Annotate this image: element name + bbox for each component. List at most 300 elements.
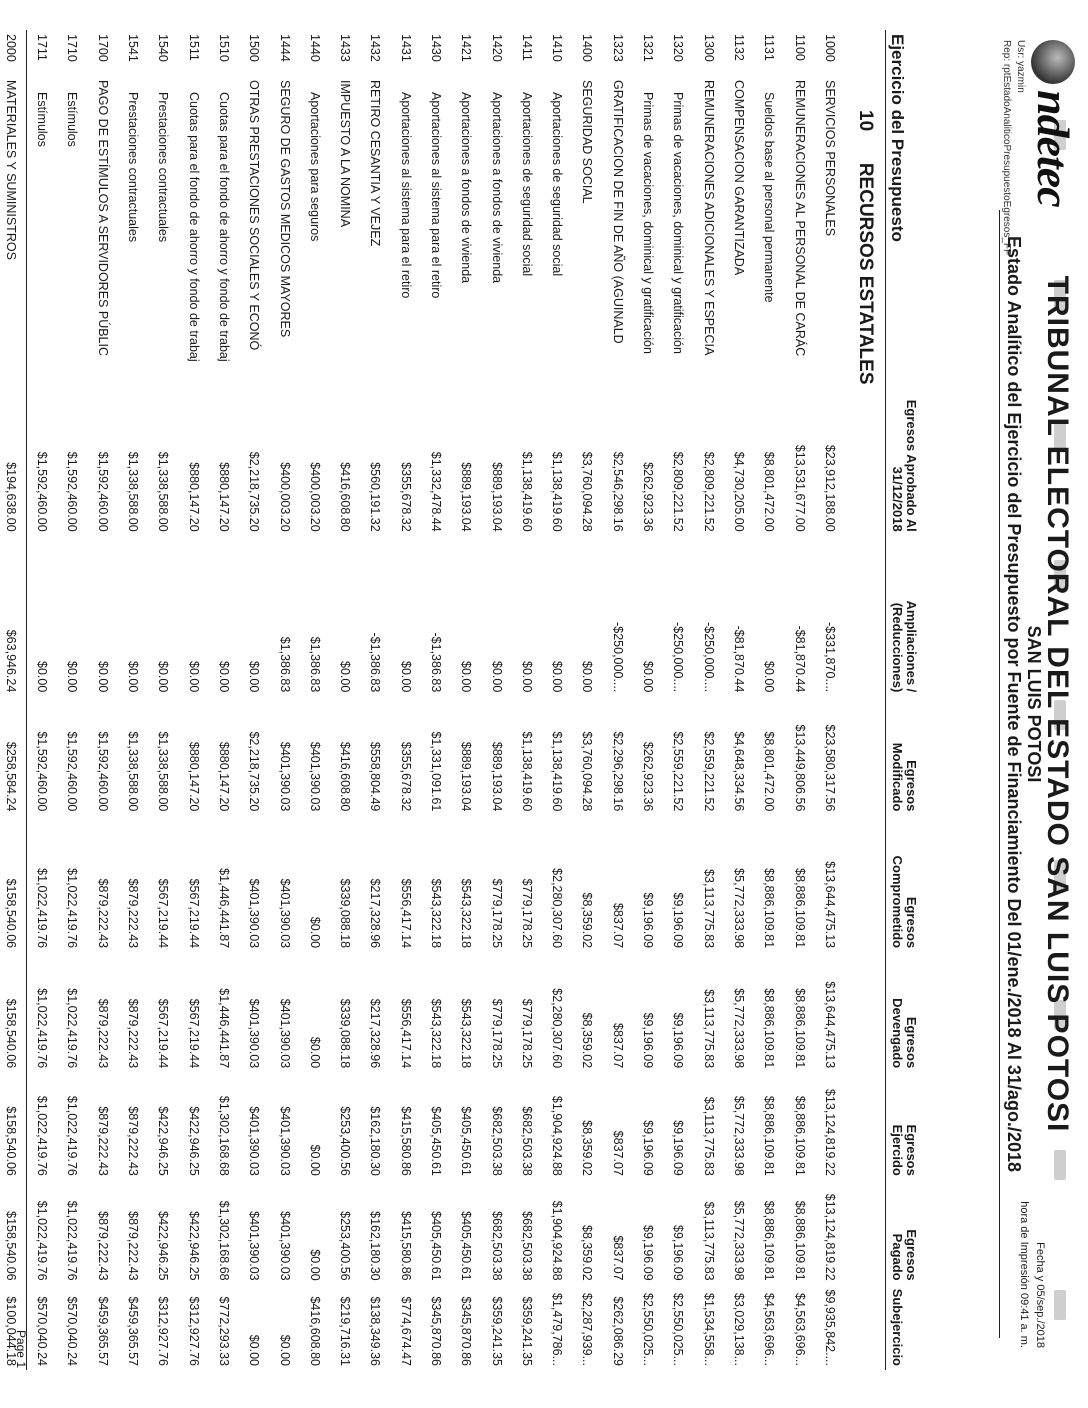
cell-approved: $13,531,677.00 (792, 444, 807, 532)
cell-adj: $0.00 (489, 661, 504, 693)
cell-concept: Prestaciones contractuales (156, 92, 171, 243)
print-time (1018, 1201, 1030, 1348)
cell-adj: $0.00 (216, 661, 231, 693)
cell-modified: $401,390.03 (277, 741, 292, 812)
table-row (694, 30, 724, 1370)
report-title: TRIBUNAL ELECTORAL DEL ESTADO SAN LUIS POTOSI (1041, 275, 1074, 1133)
cell-approved: $400,003.20 (307, 462, 322, 532)
cell-exercised: $401,390.03 (277, 1106, 292, 1176)
cell-exercised: $253,400.56 (338, 1106, 353, 1176)
table-row (178, 30, 208, 1370)
cell-concept: Sueldos base al personal permanente (762, 92, 777, 303)
table-row (603, 30, 633, 1370)
table-row (421, 30, 451, 1370)
cell-concept: Aportaciones al sistema para el retiro (398, 92, 413, 299)
cell-code: 1000 (822, 34, 837, 62)
cell-committed: $2,280,307.60 (550, 868, 565, 949)
cell-accrued: $158,540.06 (0, 952, 26, 1072)
section-heading (845, 30, 886, 1370)
cell-modified: $880,147.20 (186, 741, 201, 812)
cell-approved: $1,592,460.00 (26, 366, 57, 536)
cell-sub: $345,870.86 (459, 1296, 474, 1366)
table-row (118, 30, 148, 1370)
cell-committed: $401,390.03 (247, 878, 262, 949)
table-row (300, 30, 330, 1370)
cell-code: 1131 (762, 34, 777, 61)
page-number: Page 1 (14, 1329, 28, 1368)
cell-approved: $3,760,094.28 (580, 451, 595, 532)
cell-modified: $4,648,334.56 (731, 731, 746, 812)
cell-accrued: $1,022,419.76 (26, 952, 57, 1072)
print-time-value: 09:41 a. m. (1018, 1292, 1030, 1348)
cell-adj: -$250,000.... (671, 622, 686, 693)
cell-sub: $0.00 (247, 1334, 262, 1366)
cell-accrued: $879,222.43 (95, 998, 110, 1069)
cell-code: 1432 (368, 34, 383, 62)
cell-exercised: $1,022,419.76 (26, 1072, 57, 1180)
cell-adj: -$1,386.83 (429, 632, 443, 693)
cell-sub: $570,040.24 (26, 1285, 57, 1370)
print-date-label: Fecha y (1034, 1242, 1046, 1282)
table-row (724, 30, 754, 1370)
table-body (0, 30, 845, 1370)
cell-sub: $459,365.57 (95, 1296, 110, 1366)
cell-sub: $772,293.33 (216, 1296, 231, 1366)
cell-paid: $5,772,333.98 (731, 1200, 746, 1281)
cell-code: 1321 (641, 34, 656, 62)
cell-committed: $1,446,441.87 (216, 868, 231, 949)
cell-paid: $415,580.86 (398, 1211, 413, 1281)
cell-sub: $2,287,939... (580, 1293, 595, 1366)
cell-exercised: $1,302,168.68 (216, 1095, 231, 1176)
cell-approved: $1,138,419.60 (550, 451, 565, 532)
cell-adj: $0.00 (762, 661, 777, 693)
cell-committed: $556,417.14 (398, 878, 413, 949)
cell-modified: $2,296,298.16 (610, 731, 625, 812)
report-name: Rep: rptEstadoAnaliticoPresupuestoEgresos_FF (1001, 40, 1012, 256)
cell-sub: $2,550,025... (671, 1293, 686, 1366)
cell-paid: $1,302,168.68 (216, 1200, 231, 1281)
cell-code: 1500 (247, 34, 262, 62)
cell-committed: $567,219.44 (186, 878, 201, 949)
print-date-value: 05/sep./2018 (1034, 1284, 1046, 1348)
cell-adj: $0.00 (580, 661, 595, 693)
cell-committed: $0.00 (307, 916, 322, 949)
cell-adj: $1,386.83 (277, 636, 292, 693)
cell-exercised: $9,196.09 (641, 1120, 656, 1176)
cell-committed: $8,886,109.81 (762, 868, 777, 949)
cell-exercised: $422,946.25 (156, 1106, 171, 1176)
cell-approved: $2,218,735.20 (247, 451, 262, 532)
cell-committed: $9,196.09 (641, 892, 656, 949)
cell-concept: GRATIFICACION DE FIN DE AÑO (AGUINALD (610, 80, 625, 344)
cell-adj: $0.00 (459, 661, 474, 693)
cell-concept: REMUNERACIONES ADICIONALES Y ESPECIA (701, 80, 716, 356)
table-row (512, 30, 542, 1370)
cell-exercised: $0.00 (307, 1144, 322, 1176)
table-row (542, 30, 572, 1370)
cell-paid: $682,503.38 (519, 1211, 534, 1281)
cell-adj: -$1,386.83 (368, 632, 383, 693)
cell-sub: $3,029,138... (731, 1293, 746, 1366)
cell-modified: $23,580,317.56 (822, 724, 837, 812)
cell-exercised: $837.07 (610, 1130, 625, 1176)
cell-adj: $0.00 (126, 661, 141, 693)
table-row (269, 30, 299, 1370)
cell-exercised: $405,450.61 (429, 1106, 443, 1176)
cell-exercised: $3,113,775.83 (701, 1096, 716, 1176)
cell-paid: $9,196.09 (671, 1225, 686, 1281)
header-rule (999, 210, 1000, 1338)
cell-modified: $880,147.20 (216, 741, 231, 812)
cell-sub: $4,563,696... (792, 1293, 807, 1366)
cell-paid: $162,180.30 (368, 1211, 383, 1281)
cell-modified: $1,138,419.60 (519, 731, 534, 812)
cell-accrued: $543,322.18 (429, 998, 443, 1069)
cell-sub: $570,040.24 (65, 1296, 80, 1366)
cell-accrued: $567,219.44 (186, 998, 201, 1069)
cell-modified: $8,801,472.00 (762, 731, 777, 812)
cell-paid: $422,946.25 (156, 1211, 171, 1281)
cell-sub: $262,086.29 (610, 1296, 625, 1366)
table-row (209, 30, 239, 1370)
col-adjustments: Ampliaciones / (Reducciones) (890, 600, 919, 693)
cell-modified: $889,193.04 (459, 741, 474, 812)
cell-committed: $1,022,419.76 (65, 868, 80, 949)
cell-accrued: $8,886,109.81 (792, 988, 807, 1069)
cell-adj: $0.00 (156, 661, 171, 693)
cell-concept: SEGURO DE GASTOS MEDICOS MAYORES (277, 80, 292, 338)
cell-accrued: $837.07 (610, 1023, 625, 1069)
cell-accrued: $1,446,441.87 (216, 988, 231, 1069)
cell-adj: -$81,870.44 (731, 625, 746, 693)
cell-paid: $405,450.61 (459, 1211, 474, 1281)
cell-sub: $100,044.18 (0, 1285, 26, 1370)
cell-committed: $9,196.09 (671, 892, 686, 949)
cell-concept: PAGO DE ESTÍMULOS A SERVIDORES PÚBLIC (95, 80, 110, 357)
cell-committed: $1,022,419.76 (26, 815, 57, 952)
cell-approved: $416,608.80 (338, 462, 353, 532)
cell-accrued: $1,022,419.76 (65, 988, 80, 1069)
cell-approved: $560,191.32 (368, 462, 383, 532)
cell-approved: $2,809,221.52 (701, 451, 716, 532)
cell-sub: $2,550,025... (641, 1293, 656, 1366)
table-row (239, 30, 269, 1370)
cell-approved: $880,147.20 (216, 462, 231, 532)
cell-paid: $422,946.25 (186, 1211, 201, 1281)
table-row (0, 30, 26, 1370)
cell-approved: $889,193.04 (489, 462, 504, 532)
cell-adj: -$250,000.... (701, 622, 716, 693)
cell-sub: $359,241.35 (489, 1296, 504, 1366)
cell-paid: $9,196.09 (641, 1225, 656, 1281)
cell-concept: Aportaciones a fondos de vivienda (489, 92, 504, 284)
cell-approved: $889,193.04 (459, 462, 474, 532)
col-exercise: Ejercicio del Presupuesto (888, 34, 907, 242)
cell-exercised: $1,022,419.76 (65, 1095, 80, 1176)
cell-approved: $262,923.36 (641, 462, 656, 532)
col-committed: Egresos Comprometido (890, 855, 919, 949)
cell-modified: $1,138,419.60 (550, 731, 565, 812)
table-row (451, 30, 481, 1370)
cell-concept: Primas de vacaciones, dominical y gratificación (641, 92, 656, 354)
table-row (330, 30, 360, 1370)
cell-concept: Prestaciones contractuales (126, 92, 141, 243)
table-row (88, 30, 118, 1370)
cell-code: 2000 (0, 30, 26, 76)
cell-sub: $416,608.80 (307, 1296, 322, 1366)
cell-concept: IMPUESTO A LA NOMINA (338, 80, 353, 228)
cell-accrued: $217,328.96 (368, 998, 383, 1069)
cell-sub: $1,479,786... (550, 1293, 565, 1366)
cell-committed: $779,178.25 (489, 878, 504, 949)
table-row (784, 30, 814, 1370)
cell-paid: $837.07 (610, 1235, 625, 1281)
cell-modified: $1,592,460.00 (26, 696, 57, 815)
cell-accrued: $779,178.25 (519, 998, 534, 1069)
cell-code: 1431 (398, 34, 413, 62)
report-statement: Estado Analítico del Ejercicio del Presupuesto por Fuente de Financiamiento Del 01/ene./2018 Al 31/ago./2018 (1004, 236, 1024, 1172)
cell-modified: $262,923.36 (641, 741, 656, 812)
cell-committed: $837.07 (610, 902, 625, 949)
cell-committed: $339,088.18 (338, 878, 353, 949)
cell-committed: $543,322.18 (459, 878, 474, 949)
cell-exercised: $8,886,109.81 (762, 1095, 777, 1176)
cell-concept: RETIRO CESANTIA Y VEJEZ (368, 80, 383, 247)
cell-modified: $3,760,094.28 (580, 731, 595, 812)
cell-modified: $1,592,460.00 (95, 731, 110, 812)
cell-sub: $359,241.35 (519, 1296, 534, 1366)
user-label: Usr: yazmin (1015, 40, 1026, 93)
cell-modified: $2,218,735.20 (247, 731, 262, 812)
cell-committed: $8,886,109.81 (792, 868, 807, 949)
cell-exercised: $9,196.09 (671, 1120, 686, 1176)
table-row (57, 30, 87, 1370)
cell-concept: MATERIALES Y SUMINISTROS (0, 76, 26, 366)
cell-paid: $13,124,819.22 (822, 1193, 837, 1281)
cell-adj: -$81,870.44 (792, 625, 807, 693)
cell-paid: $401,390.03 (277, 1211, 292, 1281)
cell-code: 1433 (338, 34, 353, 62)
cell-modified: $1,592,460.00 (65, 731, 80, 812)
cell-modified: $2,559,221.52 (671, 731, 686, 812)
cell-paid: $879,222.43 (126, 1211, 141, 1281)
cell-modified: $2,559,221.52 (701, 731, 716, 812)
cell-exercised: $8,359.02 (580, 1120, 595, 1176)
col-modified: Egresos Modificado (890, 742, 919, 812)
cell-concept: Cuotas para el fondo de ahorro y fondo de trabaj (216, 92, 231, 362)
cell-adj: -$250,000.... (610, 622, 625, 693)
cell-adj: $0.00 (519, 661, 534, 693)
cell-code: 1510 (216, 34, 231, 62)
cell-adj: $0.00 (247, 661, 262, 693)
cell-paid: $879,222.43 (95, 1211, 110, 1281)
cell-committed: $543,322.18 (429, 878, 443, 949)
cell-concept: Estímulos (65, 92, 80, 147)
cell-modified: $1,338,588.00 (126, 731, 141, 812)
col-approved: Egresos Aprobado Al 31/12/2018 (890, 399, 919, 532)
cell-paid: $405,450.61 (429, 1211, 443, 1281)
budget-table (0, 30, 918, 1370)
table-row (391, 30, 421, 1370)
cell-code: 1410 (550, 34, 565, 62)
cell-approved: $1,332,478.44 (429, 451, 443, 532)
cell-concept: SEGURIDAD SOCIAL (580, 80, 595, 204)
section-name: RECURSOS ESTATALES (855, 162, 876, 385)
cell-paid: $8,886,109.81 (762, 1200, 777, 1281)
cell-accrued: $9,196.09 (641, 1012, 656, 1069)
cell-paid: $1,022,419.76 (65, 1200, 80, 1281)
cell-code: 1421 (459, 34, 474, 62)
cell-sub: $138,349.36 (368, 1296, 383, 1366)
cell-code: 1400 (580, 34, 595, 62)
cell-concept: Aportaciones de seguridad social (519, 92, 534, 277)
cell-approved: $355,678.32 (398, 462, 413, 532)
table-row (754, 30, 784, 1370)
table-row (26, 30, 57, 1370)
cell-exercised: $682,503.38 (489, 1106, 504, 1176)
cell-sub: $0.00 (277, 1334, 292, 1366)
cell-paid: $253,400.56 (338, 1211, 353, 1281)
cell-modified: $355,678.32 (398, 741, 413, 812)
cell-code: 1430 (429, 34, 443, 62)
cell-committed: $8,359.02 (580, 892, 595, 949)
cell-code: 1444 (277, 34, 292, 62)
cell-accrued: $556,417.14 (398, 998, 413, 1069)
cell-exercised: $879,222.43 (126, 1106, 141, 1176)
cell-modified: $889,193.04 (489, 741, 504, 812)
cell-code: 1100 (792, 34, 807, 61)
cell-sub: $459,365.57 (126, 1296, 141, 1366)
cell-approved: $1,592,460.00 (95, 451, 110, 532)
cell-accrued: $13,644,475.13 (822, 981, 837, 1069)
cell-concept: SERVICIOS PERSONALES (822, 80, 837, 237)
cell-code: 1440 (307, 34, 322, 62)
section-header-row (845, 30, 886, 1370)
table-row (148, 30, 178, 1370)
cell-exercised: $158,540.06 (0, 1072, 26, 1180)
cell-approved: $4,730,205.00 (731, 451, 746, 532)
cell-accrued: $401,390.03 (247, 998, 262, 1069)
cell-exercised: $422,946.25 (186, 1106, 201, 1176)
cell-modified: $1,331,091.61 (429, 731, 443, 812)
cell-committed: $779,178.25 (519, 878, 534, 949)
cell-accrued: $401,390.03 (277, 998, 292, 1069)
cell-accrued: $3,113,775.83 (701, 989, 716, 1069)
cell-paid: $682,503.38 (489, 1211, 504, 1281)
cell-concept: REMUNERACIONES AL PERSONAL DE CARÁC (792, 80, 807, 357)
table-row (481, 30, 511, 1370)
cell-approved: $1,138,419.60 (519, 451, 534, 532)
cell-code: 1541 (126, 34, 141, 62)
cell-approved: $1,338,588.00 (126, 451, 141, 532)
cell-exercised: $405,450.61 (459, 1106, 474, 1176)
cell-code: 1511 (186, 34, 201, 61)
cell-committed: $879,222.43 (126, 878, 141, 949)
cell-code: 1700 (95, 34, 110, 62)
cell-adj: $0.00 (338, 661, 353, 693)
cell-accrued: $8,886,109.81 (762, 988, 777, 1069)
col-sub: Subejercicio (890, 1288, 905, 1366)
cell-sub: $774,674.47 (398, 1296, 413, 1366)
cell-committed: $401,390.03 (277, 878, 292, 949)
print-time-label: hora de Impresión (1018, 1201, 1030, 1290)
cell-code: 1300 (701, 34, 716, 62)
cell-committed: $567,219.44 (156, 878, 171, 949)
cell-concept: Aportaciones al sistema para el retiro (429, 92, 443, 299)
col-exercised: Egresos Ejercido (890, 1124, 919, 1176)
cell-adj: $0.00 (26, 536, 57, 697)
cell-exercised: $5,772,333.98 (731, 1095, 746, 1176)
cell-approved: $400,003.20 (277, 462, 292, 532)
cell-sub: $312,927.76 (156, 1296, 171, 1366)
cell-concept: Aportaciones de seguridad social (550, 92, 565, 277)
cell-code: 1323 (610, 34, 625, 62)
cell-exercised: $8,886,109.81 (792, 1095, 807, 1176)
col-paid: Egresos Pagado (890, 1229, 919, 1281)
cell-code: 1411 (519, 34, 534, 61)
cell-modified: $1,338,588.00 (156, 731, 171, 812)
cell-sub: $1,534,558... (701, 1293, 716, 1366)
cell-committed: $5,772,333.98 (731, 868, 746, 949)
cell-approved: $23,912,188.00 (822, 444, 837, 532)
cell-code: 1540 (156, 34, 171, 62)
cell-committed: $3,113,775.83 (701, 869, 716, 949)
cell-accrued: $879,222.43 (126, 998, 141, 1069)
cell-committed: $217,328.96 (368, 878, 383, 949)
cell-committed: $879,222.43 (95, 878, 110, 949)
cell-accrued: $339,088.18 (338, 998, 353, 1069)
cell-committed: $13,644,475.13 (822, 861, 837, 949)
cell-approved: $2,809,221.52 (671, 451, 686, 532)
cell-accrued: $543,322.18 (459, 998, 474, 1069)
cell-paid: $401,390.03 (247, 1211, 262, 1281)
cell-code: 1132 (731, 34, 746, 61)
table-row (815, 30, 845, 1370)
cell-accrued: $5,772,333.98 (731, 988, 746, 1069)
table-row (360, 30, 390, 1370)
cell-paid: $8,359.02 (580, 1225, 595, 1281)
cell-concept: OTRAS PRESTACIONES SOCIALES Y ECONÓ (247, 80, 262, 351)
cell-exercised: $1,904,924.88 (550, 1095, 565, 1176)
cell-paid: $8,886,109.81 (792, 1200, 807, 1281)
col-accrued: Egresos Devengado (890, 998, 919, 1069)
cell-code: 1711 (26, 30, 57, 76)
cell-concept: Aportaciones para seguros (307, 92, 322, 242)
cell-paid: $0.00 (307, 1249, 322, 1281)
cell-code: 1320 (671, 34, 686, 62)
cell-exercised: $401,390.03 (247, 1106, 262, 1176)
cell-modified: $416,608.80 (338, 741, 353, 812)
table-row (663, 30, 693, 1370)
cell-adj: $0.00 (550, 661, 565, 693)
cell-adj: $0.00 (641, 661, 656, 693)
cell-accrued: $8,359.02 (580, 1012, 595, 1069)
cell-sub: $9,935,842.... (822, 1289, 837, 1366)
report-subtitle: SAN LUIS POTOSI (1024, 625, 1044, 783)
cell-concept: Aportaciones a fondos de vivienda (459, 92, 474, 284)
cell-approved: $2,546,298.16 (610, 451, 625, 532)
cell-adj: $0.00 (65, 661, 80, 693)
cell-concept: Primas de vacaciones, dominical y gratificación (671, 92, 686, 354)
cell-concept: Estímulos (26, 76, 57, 366)
cell-accrued: $779,178.25 (489, 998, 504, 1069)
cell-concept: COMPENSACION GARANTIZADA (731, 80, 746, 276)
cell-approved: $8,801,472.00 (762, 451, 777, 532)
cell-paid: $1,022,419.76 (26, 1180, 57, 1285)
cell-sub: $345,870.86 (429, 1296, 443, 1366)
section-number: 10 (855, 110, 876, 132)
